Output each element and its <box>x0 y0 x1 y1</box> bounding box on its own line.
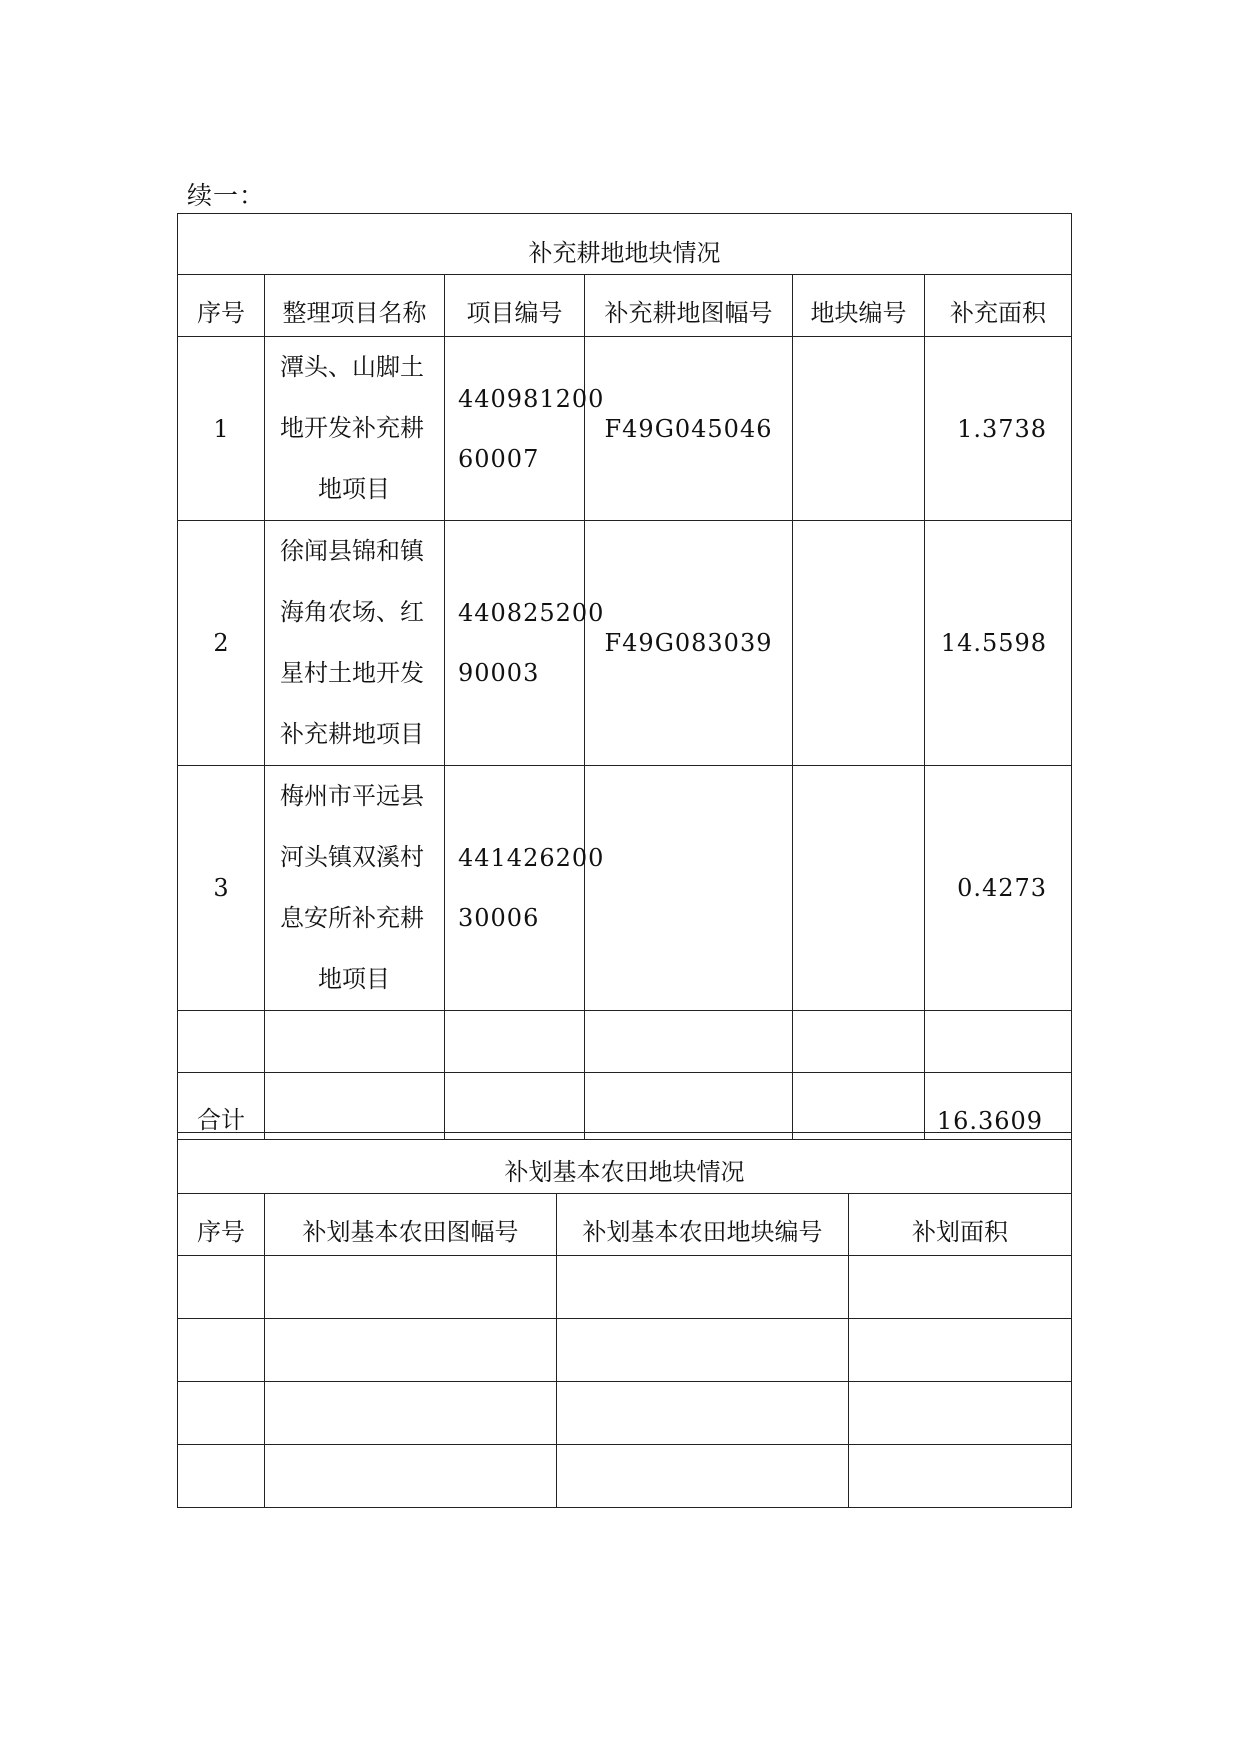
empty-cell <box>445 1011 585 1073</box>
name-line: 梅州市平远县 <box>280 782 424 810</box>
table-row <box>178 521 1072 766</box>
row-map-number: F49G045046 <box>585 337 793 521</box>
row-seq: 2 <box>178 521 265 766</box>
row-plot-number <box>793 521 925 766</box>
name-line: 地项目 <box>318 965 390 993</box>
empty-cell <box>178 1256 265 1319</box>
empty-cell <box>557 1319 849 1382</box>
row-area: 14.5598 <box>925 521 1072 766</box>
empty-cell <box>265 1445 557 1508</box>
table1-title: 补充耕地地块情况 <box>178 214 1072 275</box>
table2-title: 补划基本农田地块情况 <box>178 1133 1072 1194</box>
code-line: 30006 <box>458 904 540 932</box>
table-row-empty <box>178 1382 1072 1445</box>
empty-cell <box>585 1011 793 1073</box>
row-plot-number <box>793 337 925 521</box>
row-project-code <box>445 521 605 766</box>
name-line: 河头镇双溪村 <box>280 843 424 871</box>
row-project-code <box>445 337 605 521</box>
empty-cell <box>178 1382 265 1445</box>
empty-cell <box>445 1073 585 1140</box>
total-row <box>178 1073 1072 1140</box>
row-project-name <box>265 766 445 1011</box>
header-supplement-area: 补充面积 <box>925 275 1072 337</box>
row-map-number <box>585 766 793 1011</box>
empty-cell <box>265 1319 557 1382</box>
empty-cell <box>178 1011 265 1073</box>
basic-farmland-table <box>177 1132 1072 1508</box>
header-plot-number: 地块编号 <box>793 275 925 337</box>
total-area: 16.3609 <box>925 1073 1072 1140</box>
empty-cell <box>265 1256 557 1319</box>
header-farmland-plot-number: 补划基本农田地块编号 <box>557 1194 849 1256</box>
header-project-code: 项目编号 <box>445 275 585 337</box>
table-row-empty <box>178 1256 1072 1319</box>
empty-cell <box>557 1382 849 1445</box>
table2-header-row <box>178 1194 1072 1256</box>
table-row-empty <box>178 1445 1072 1508</box>
code-line: 90003 <box>458 659 540 687</box>
empty-cell <box>557 1256 849 1319</box>
name-line: 潭头、山脚土 <box>280 353 424 381</box>
header-project-name: 整理项目名称 <box>265 275 445 337</box>
table-row <box>178 337 1072 521</box>
continue-label: 续一： <box>187 181 266 210</box>
header-seq: 序号 <box>178 275 265 337</box>
header-map-number: 补充耕地图幅号 <box>585 275 793 337</box>
row-project-code <box>445 766 605 1011</box>
name-line: 地项目 <box>318 475 390 503</box>
header-farmland-map-number: 补划基本农田图幅号 <box>265 1194 557 1256</box>
table1-header-row <box>178 275 1072 337</box>
row-project-name <box>265 521 445 766</box>
name-line: 徐闻县锦和镇 <box>280 537 424 565</box>
empty-cell <box>557 1445 849 1508</box>
total-label: 合计 <box>178 1073 265 1140</box>
name-line: 海角农场、红 <box>280 598 424 626</box>
code-line: 440981200 <box>458 384 605 413</box>
empty-cell <box>849 1382 1072 1445</box>
row-seq: 1 <box>178 337 265 521</box>
empty-cell <box>265 1011 445 1073</box>
supplementary-farmland-table <box>177 213 1072 1140</box>
row-area: 1.3738 <box>925 337 1072 521</box>
empty-cell <box>178 1319 265 1382</box>
code-line: 441426200 <box>458 844 605 872</box>
empty-cell <box>793 1011 925 1073</box>
row-map-number: F49G083039 <box>585 521 793 766</box>
table-row-empty <box>178 1319 1072 1382</box>
code-line: 440825200 <box>458 599 605 627</box>
empty-cell <box>265 1382 557 1445</box>
name-line: 补充耕地项目 <box>280 720 424 748</box>
name-line: 星村土地开发 <box>280 659 424 687</box>
empty-cell <box>849 1256 1072 1319</box>
table-row <box>178 766 1072 1011</box>
name-line: 地开发补充耕 <box>280 414 424 442</box>
row-project-name <box>265 337 445 521</box>
table-row-empty <box>178 1011 1072 1073</box>
empty-cell <box>178 1445 265 1508</box>
empty-cell <box>849 1319 1072 1382</box>
header-seq: 序号 <box>178 1194 265 1256</box>
name-line: 息安所补充耕 <box>280 904 424 932</box>
code-line: 60007 <box>458 444 540 473</box>
header-farmland-area: 补划面积 <box>849 1194 1072 1256</box>
empty-cell <box>585 1073 793 1140</box>
row-seq: 3 <box>178 766 265 1011</box>
row-area: 0.4273 <box>925 766 1072 1011</box>
empty-cell <box>925 1011 1072 1073</box>
empty-cell <box>849 1445 1072 1508</box>
empty-cell <box>265 1073 445 1140</box>
row-plot-number <box>793 766 925 1011</box>
empty-cell <box>793 1073 925 1140</box>
